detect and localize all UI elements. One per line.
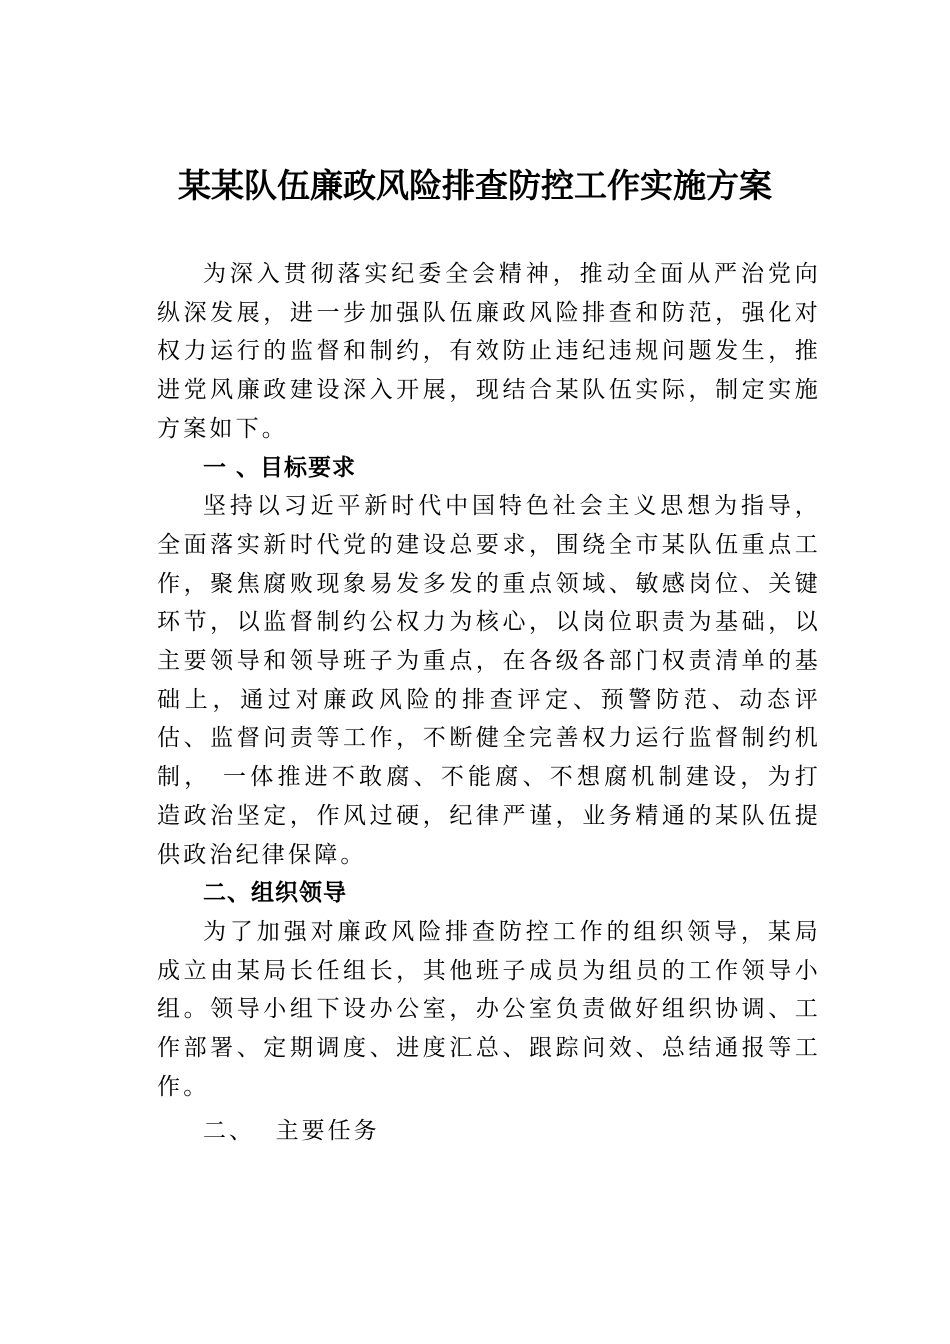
document-body — [157, 255, 821, 1151]
section-heading-goals: 一 、目标要求 — [203, 454, 357, 481]
section-heading-tasks: 二、 主要任务 — [203, 1118, 380, 1145]
section-paragraph-organization: 为了加强对廉政风险排查防控工作的组织领导，某局成立由某局长任组长，其他班子成员为组员的工作领导小组。领导小组下设办公室，办公室负责做好组织协调、工作部署、定期调度、进度汇总、跟踪问效、总结通报等工作。 — [157, 918, 821, 1100]
section-paragraph-goals: 坚持以习近平新时代中国特色社会主义思想为指导，全面落实新时代党的建设总要求，围绕全市某队伍重点工作，聚焦腐败现象易发多发的重点领域、敏感岗位、关键环节，以监督制约公权力为核心，以岗位职责为基础，以主要领导和领导班子为重点，在各级各部门权责清单的基础上，通过对廉政风险的排查评定、预警防范、动态评估、监督问责等工作，不断健全完善权力运行监督制约机制， 一体推进不敢腐、不能腐、不想腐机制建设，为打造政治坚定，作风过硬，纪律严谨，业务精通的某队伍提供政治纪律保障。 — [157, 493, 821, 868]
document-title: 某某队伍廉政风险排查防控工作实施方案 — [178, 166, 772, 205]
intro-paragraph: 为深入贯彻落实纪委全会精神，推动全面从严治党向纵深发展，进一步加强队伍廉政风险排查和防范，强化对权力运行的监督和制约，有效防止违纪违规问题发生，推进党风廉政建设深入开展，现结合某队伍实际，制定实施方案如下。 — [157, 261, 821, 442]
section-heading-organization: 二、组织领导 — [203, 880, 347, 907]
